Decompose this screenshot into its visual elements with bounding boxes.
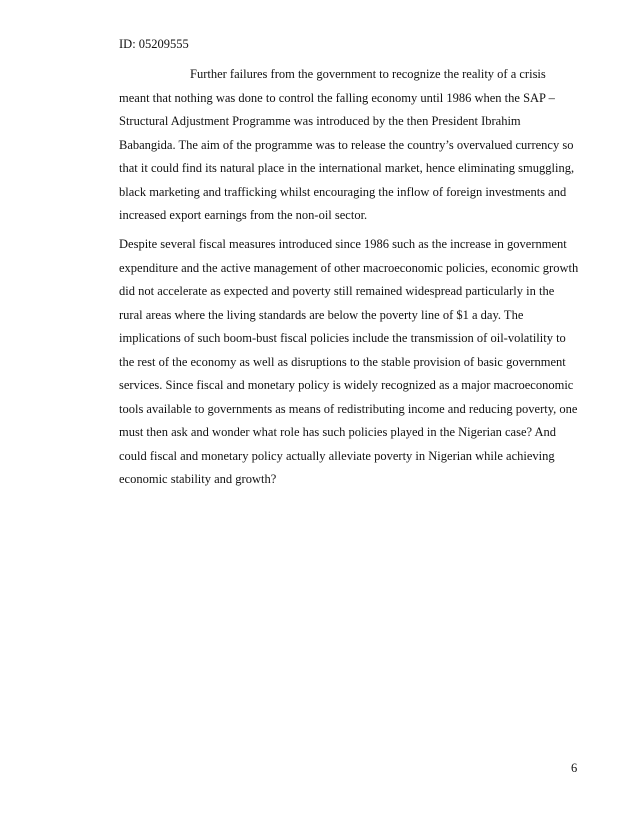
paragraph-line: services. Since fiscal and monetary policy is widely recognized as a major macroeconomic xyxy=(119,378,574,392)
paragraph-line: Babangida. The aim of the programme was to release the country’s overvalued currency so xyxy=(119,137,574,152)
paragraph-line: did not accelerate as expected and poverty still remained widespread particularly in the xyxy=(119,284,555,298)
paragraph-line: that it could find its natural place in the international market, hence eliminating smuggling, xyxy=(119,161,575,175)
paragraph-line: black marketing and trafficking whilst encouraging the inflow of foreign investments and xyxy=(119,184,567,199)
paragraph-line: Further failures from the government to recognize the reality of a crisis xyxy=(190,67,546,81)
paragraph-line: increased export earnings from the non-oil sector. xyxy=(119,208,368,222)
paragraph-line: must then ask and wonder what role has such policies played in the Nigerian case? And xyxy=(119,425,557,439)
paragraph-line: rural areas where the living standards are below the poverty line of $1 a day. The xyxy=(119,307,524,322)
paragraph-line: implications of such boom-bust fiscal policies include the transmission of oil-volatility to xyxy=(119,331,566,345)
paragraph-2 xyxy=(119,233,579,492)
paragraph-line: Structural Adjustment Programme was introduced by the then President Ibrahim xyxy=(119,114,521,128)
paragraph-line: expenditure and the active management of other macroeconomic policies, economic growth xyxy=(119,260,579,275)
paragraph-line: tools available to governments as means of redistributing income and reducing poverty, one xyxy=(119,401,578,416)
paragraph-line: could fiscal and monetary policy actually alleviate poverty in Nigerian while achieving xyxy=(119,448,555,463)
paragraph-line: Despite several fiscal measures introduced since 1986 such as the increase in government xyxy=(119,237,567,251)
paragraph-line: meant that nothing was done to control the falling economy until 1986 when the SAP – xyxy=(119,90,555,105)
page-number: 6 xyxy=(571,761,578,775)
paragraph-line: the rest of the economy as well as disruptions to the stable provision of basic government xyxy=(119,354,566,369)
paragraph-line: economic stability and growth? xyxy=(119,472,277,486)
paragraph-1 xyxy=(119,63,575,228)
student-id-header: ID: 05209555 xyxy=(119,37,189,51)
